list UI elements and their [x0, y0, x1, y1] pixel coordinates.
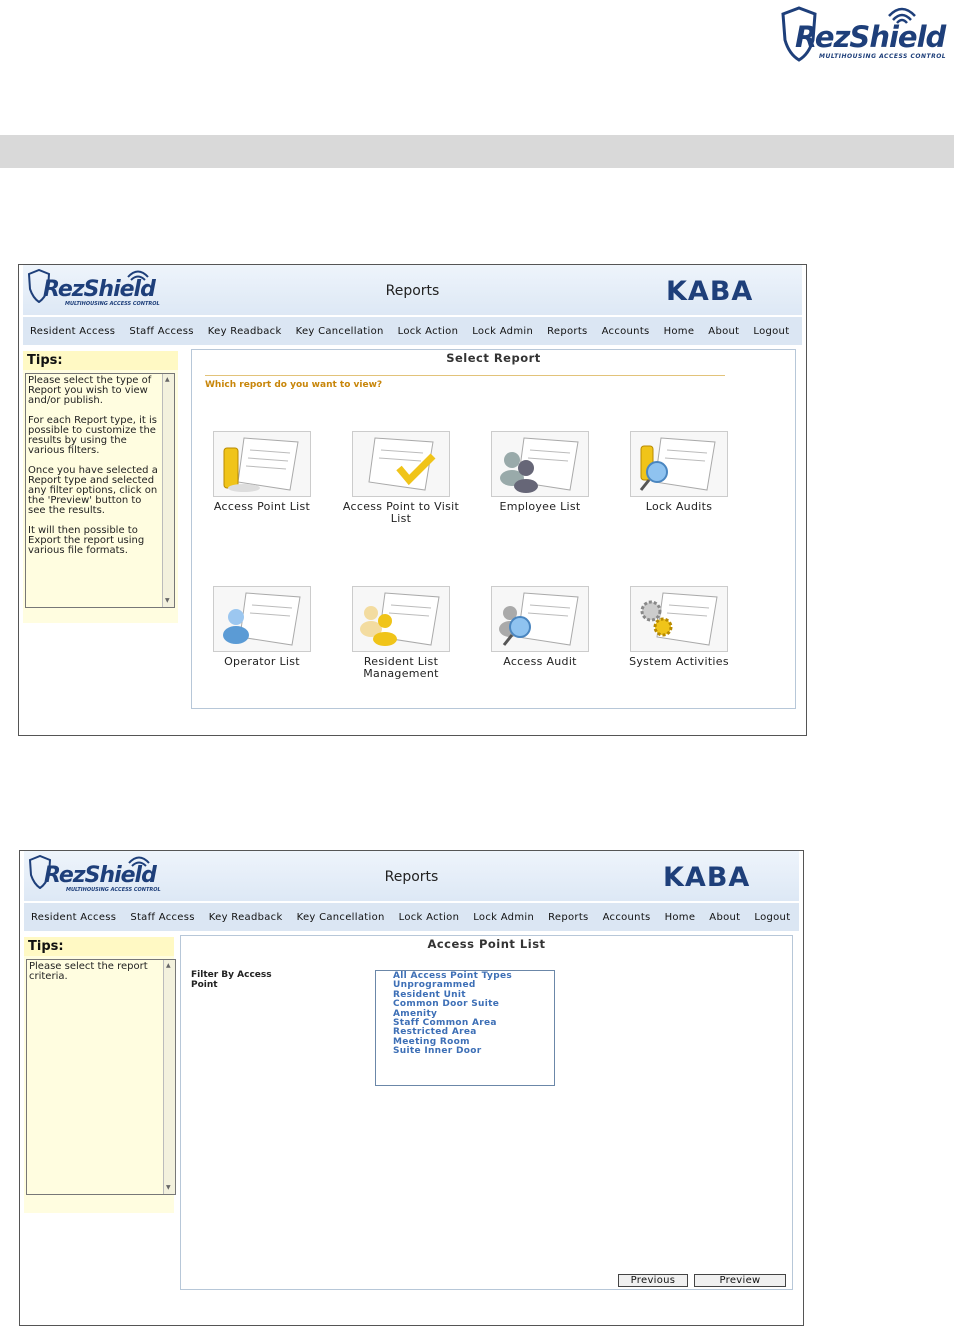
nav-about[interactable]: About [709, 911, 741, 923]
tips-scrollbar[interactable] [162, 374, 174, 607]
report-label: Access Point to Visit List [342, 500, 460, 525]
list-item[interactable]: Restricted Area [393, 1027, 477, 1038]
report-label: Employee List [499, 500, 581, 513]
app-header [23, 265, 802, 315]
list-item[interactable]: Staff Common Area [393, 1018, 497, 1029]
tips-heading: Tips: [23, 351, 178, 370]
nav-accounts[interactable]: Accounts [601, 325, 650, 337]
report-resident-list-management[interactable] [331, 586, 471, 680]
nav-key-readback[interactable]: Key Readback [208, 911, 283, 923]
header-divider-bar [0, 135, 954, 168]
nav-about[interactable]: About [708, 325, 740, 337]
nav-lock-action[interactable]: Lock Action [397, 325, 459, 337]
tip-paragraph: Once you have selected a Report type and selected any filter options, click on the 'Preview' button to see the results. [28, 465, 158, 516]
report-label: Access Point List [213, 500, 311, 513]
preview-button[interactable]: Preview [694, 1274, 786, 1287]
nav-accounts[interactable]: Accounts [602, 911, 651, 923]
nav-reports[interactable]: Reports [548, 911, 589, 923]
tips-textbox[interactable] [25, 373, 175, 608]
list-item[interactable]: Suite Inner Door [393, 1046, 482, 1057]
access-point-report-icon [213, 431, 311, 497]
tips-heading: Tips: [24, 937, 174, 956]
visit-list-report-icon [352, 431, 450, 497]
screenshot-select-report [18, 264, 807, 736]
report-label: Access Audit [503, 655, 577, 668]
nav-resident-access[interactable]: Resident Access [31, 911, 117, 923]
employee-list-report-icon [491, 431, 589, 497]
panel-title: Select Report [446, 351, 541, 365]
report-access-audit[interactable] [470, 586, 610, 668]
logo-tagline: MULTIHOUSING ACCESS CONTROL [819, 53, 947, 60]
resident-list-report-icon [352, 586, 450, 652]
report-access-point-list[interactable] [192, 431, 332, 513]
logo-wordmark: RezShield [44, 863, 156, 888]
tip-paragraph: For each Report type, it is possible to customize the results by using the various filters. [28, 415, 157, 456]
report-label: Lock Audits [645, 500, 713, 513]
nav-logout[interactable]: Logout [753, 325, 790, 337]
access-point-type-listbox[interactable] [375, 970, 555, 1086]
list-item[interactable]: All Access Point Types [393, 971, 513, 981]
nav-resident-access[interactable]: Resident Access [30, 325, 116, 337]
report-access-point-to-visit-list[interactable] [331, 431, 471, 525]
tips-textbox[interactable] [26, 959, 176, 1195]
lock-audits-report-icon [630, 431, 728, 497]
page-title: Reports [385, 283, 440, 299]
tips-scrollbar[interactable] [163, 960, 175, 1194]
kaba-wordmark: KABA [663, 863, 751, 889]
access-audit-report-icon [491, 586, 589, 652]
list-item[interactable]: Common Door Suite [393, 999, 500, 1010]
app-header [24, 851, 799, 901]
nav-lock-admin[interactable]: Lock Admin [472, 325, 534, 337]
kaba-logo [663, 863, 785, 889]
nav-key-readback[interactable]: Key Readback [207, 325, 282, 337]
kaba-logo [666, 277, 788, 303]
logo-wordmark: RezShield [795, 20, 946, 54]
access-point-list-panel [180, 935, 793, 1290]
tip-paragraph: Please select the report criteria. [29, 961, 148, 982]
tips-panel [23, 351, 178, 623]
logo-wordmark: RezShield [43, 277, 155, 302]
previous-button[interactable]: Previous [618, 1274, 688, 1287]
report-label: Resident List Management [363, 655, 439, 680]
nav-lock-admin[interactable]: Lock Admin [473, 911, 535, 923]
tip-paragraph: It will then possible to Export the report using various file formats. [28, 525, 145, 556]
logo-tagline: MULTIHOUSING ACCESS CONTROL [65, 301, 160, 307]
list-item[interactable]: Unprogrammed [393, 980, 476, 991]
nav-reports[interactable]: Reports [547, 325, 588, 337]
report-label: System Activities [629, 655, 729, 668]
nav-staff-access[interactable]: Staff Access [129, 325, 194, 337]
nav-lock-action[interactable]: Lock Action [398, 911, 460, 923]
tip-paragraph: Please select the type of Report you wish to view and/or publish. [28, 375, 152, 406]
page-title: Reports [384, 869, 439, 885]
rezshield-logo [775, 2, 954, 66]
panel-title: Access Point List [427, 937, 546, 951]
select-report-panel [191, 349, 796, 709]
filter-label: Filter By Access Point [191, 970, 272, 990]
divider [205, 375, 725, 376]
report-lock-audits[interactable] [609, 431, 749, 513]
list-item[interactable]: Resident Unit [393, 989, 466, 1000]
screenshot-access-point-list [19, 850, 804, 1326]
report-question: Which report do you want to view? [205, 380, 383, 390]
logo-tagline: MULTIHOUSING ACCESS CONTROL [66, 887, 161, 893]
operator-list-report-icon [213, 586, 311, 652]
list-item[interactable]: Amenity [393, 1008, 438, 1019]
list-item[interactable]: Meeting Room [393, 1036, 470, 1047]
nav-home[interactable]: Home [664, 911, 696, 923]
main-nav [23, 317, 802, 345]
nav-key-cancellation[interactable]: Key Cancellation [295, 325, 384, 337]
nav-key-cancellation[interactable]: Key Cancellation [296, 911, 385, 923]
report-label: Operator List [224, 655, 300, 668]
main-nav [24, 903, 799, 931]
nav-logout[interactable]: Logout [754, 911, 791, 923]
report-operator-list[interactable] [192, 586, 332, 668]
report-employee-list[interactable] [470, 431, 610, 513]
nav-staff-access[interactable]: Staff Access [130, 911, 195, 923]
nav-home[interactable]: Home [663, 325, 695, 337]
report-system-activities[interactable] [609, 586, 749, 668]
kaba-wordmark: KABA [666, 277, 754, 303]
system-activities-report-icon [630, 586, 728, 652]
tips-panel [24, 937, 174, 1213]
